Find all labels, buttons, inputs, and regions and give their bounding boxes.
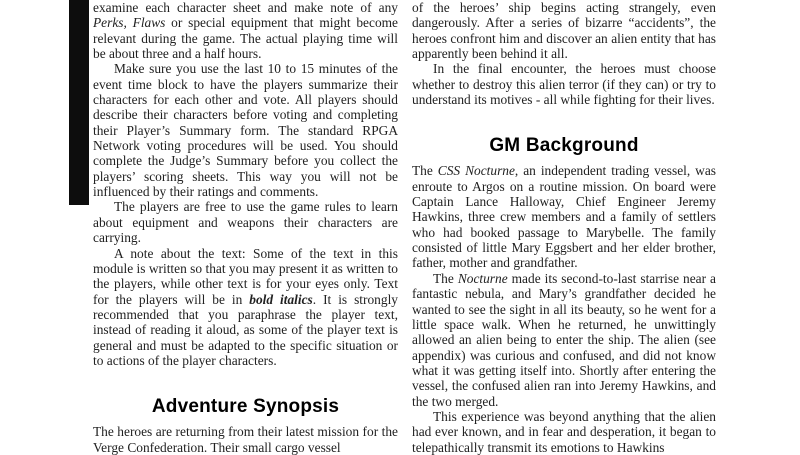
text-run: A note about the text: Some of the text in this module is written so that you may present it as written to the players, while other text is for your eyes only. Text for the players will be in [93,245,398,307]
right-column [412,0,716,455]
text-run: The players are free to use the game rules to learn about equipment and weapons their characters are carrying. [93,199,398,246]
text-run: of the heroes’ ship begins acting strangely, even dangerously. After a series of bizarre “accidents”, the heroes confront him and discover an alien entity that has apparently been behind it all. [412,0,716,62]
text-run: The [412,163,438,179]
section-heading: GM Background [489,135,639,157]
text-run: , an independent trading vessel, was enroute to Argos on a routine mission. On board were Captain Lance Halloway, Chief Engineer Jeremy Hawkins, three crew members and a family of settlers who had booked passage to Marybelle. The family consisted of little Mary Eggsbert and her elder brother, father, mother and grandfather. [412,163,716,271]
text-run: CSS Nocturne [437,163,515,179]
text-run: made its second-to-last starrise near a fantastic nebula, and Mary’s grandfather decided he wanted to see the sight in all its beauty, so he went for a little space walk. When he returned, he unwittingly allowed an alien being to enter the ship. The alien (see appendix) was curious and confused, and did not know what it was getting itself into. Shortly after entering the vessel, the confused alien ran into Jeremy Hawkins, and the two merged. [412,270,716,409]
body-paragraph [412,409,716,455]
body-paragraph [93,199,398,245]
left-column [93,0,398,455]
page-edge-art-bar [69,0,89,205]
text-run: This experience was beyond anything that the alien had ever known, and in fear and desperation, it began to telepathically transmit its emotions to Hawkins [412,408,716,455]
body-paragraph [93,61,398,199]
body-paragraph [93,424,398,455]
text-run: Nocturne [457,270,508,286]
body-paragraph [412,271,716,409]
body-paragraph [93,246,398,369]
page-content [93,0,716,455]
body-paragraph [412,0,716,61]
section-heading: Adventure Synopsis [151,396,340,418]
body-paragraph [412,61,716,107]
text-run: Make sure you use the last 10 to 15 minutes of the event time block to have the players summarize their characters for each other and vote. All players should describe their characters before voting and completing their Player’s Summary form. The standard RPGA Network voting procedures will be used. You should complete the Judge’s Summary before you collect the players’ scoring sheets. This way you will not be influenced by their ratings and comments. [93,61,398,200]
text-run: . It is strongly recommended that you paraphrase the player text, instead of reading it aloud, as some of the player text is general and must be adapted to the specific situation or to actions of the player characters. [93,291,398,368]
text-run: The heroes are returning from their latest mission for the Verge Confederation. Their small cargo vessel [93,424,398,455]
body-paragraph [412,163,716,270]
body-paragraph [93,0,398,61]
text-run: examine each character sheet and make note of any [93,0,398,15]
text-run: bold italics [249,291,313,307]
text-run: In the final encounter, the heroes must choose whether to destroy this alien terror (if they can) or try to understand its motives - all while fighting for their lives. [412,61,716,108]
text-run: The [433,270,458,286]
text-run: Perks, Flaws [93,15,166,31]
text-run: or special equipment that might become relevant during the game. The actual playing time will be about three and a half hours. [93,15,398,62]
